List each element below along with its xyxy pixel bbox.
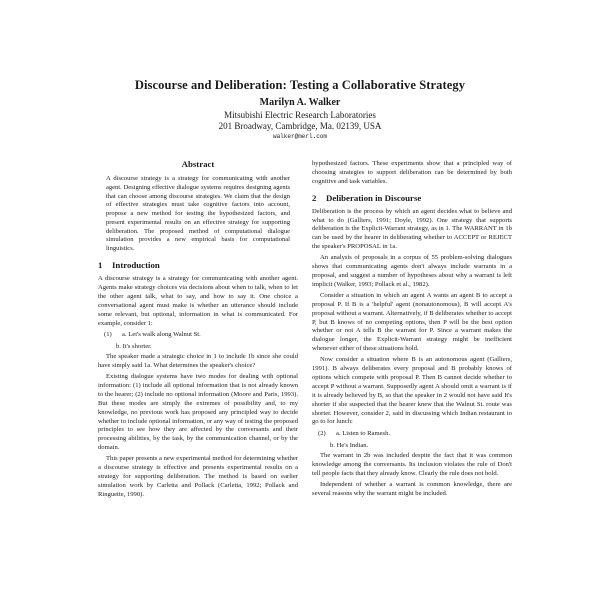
section-number: 1 bbox=[98, 260, 103, 271]
example-2b bbox=[330, 442, 512, 451]
abstract-heading: Abstract bbox=[181, 159, 215, 169]
example-item-label: a. bbox=[336, 430, 341, 438]
paragraph: Now consider a situation where B is an autonomous agent (Galliers, 1991). B always deliberates every proposal and B probably knows of options which compete with proposal P. Then B cannot decide whether to accept P without a warrant. Supposedly agent A should omit a warrant is if it is already believed by B, so that the speaker in 2 would not have said It's shorter if she suspected that the hearer knew that the Walnut St. route was shorter. However, consider 2, said in discussing which Indian restaurant to go to for lunch: bbox=[312, 356, 512, 426]
section-heading-deliberation bbox=[312, 194, 512, 203]
section-title: Deliberation in Discourse bbox=[326, 192, 422, 203]
paragraph: Existing dialogue systems have two modes for dealing with optional information: (1) include all optional information that is not already known to the hearer; (2) include no optional information (Moore and Paris, 1993). But these modes are simply the extremes of possibility and, to my knowledge, no previous work has proposed any principled way to decide whether to include optional information, or any way of testing the proposed principles to see how they are affected by the conversants and their processing abilities, by the task, by the communication channel, or by the domain. bbox=[98, 373, 298, 452]
paragraph: hypothesized factors. These experiments show that a principled way of choosing strategies to support deliberation can be determined by both cognitive and task variables. bbox=[312, 160, 512, 185]
section-title: Introduction bbox=[112, 260, 160, 271]
example-text: Listen to Ramesh. bbox=[342, 430, 391, 438]
example-item-label: a. bbox=[122, 331, 127, 339]
paragraph: Consider a situation in which an agent A wants an agent B to accept a proposal P. If B is a 'helpful' agent (nonautonomous), B will accept A's proposal without a warrant. Alternatively, if B deliberates whether to accept P, but B knows of no competing options, then P will be the best option whether or not A tells B the warrant for P. Since a warrant makes the dialogue longer, the Explicit-Warrant strategy might be inefficient whenever either of these situations hold. bbox=[312, 291, 512, 353]
section-number: 2 bbox=[312, 192, 317, 203]
abstract bbox=[98, 175, 298, 254]
affiliation-line-2: 201 Broadway, Cambridge, Ma. 02139, USA bbox=[218, 121, 382, 131]
paragraph: The speaker made a strategic choice in 1 to include 1b since she could have simply said 1a. What determines the speaker's choice? bbox=[98, 353, 298, 370]
example-1b bbox=[116, 343, 298, 352]
example-item-label: b. bbox=[116, 343, 121, 351]
example-text: He's Indian. bbox=[336, 442, 369, 450]
paragraph: This paper presents a new experimental method for determining whether a discourse strategy is effective and presents experimental results on a strategy for supporting deliberation. The method is based on earlier simulation work by Carletta and Pollack (Carletta, 1992; Pollack and Ringuette, 1990). bbox=[98, 455, 298, 498]
author-email: walker@merl.com bbox=[272, 133, 327, 140]
example-text: It's shorter. bbox=[122, 343, 152, 351]
paper-title: Discourse and Deliberation: Testing a Collaborative Strategy bbox=[134, 78, 466, 92]
author-name: Marilyn A. Walker bbox=[259, 97, 341, 108]
example-text: Let's walk along Walnut St. bbox=[128, 331, 201, 339]
example-2a bbox=[318, 430, 512, 439]
section-heading-introduction bbox=[98, 261, 298, 270]
abstract-text: A discourse strategy is a strategy for communicating with another agent. Designing effective dialogue systems requires designing agents that can choose among discourse strategies. We claim that the design of effective strategies must take cognitive factors into account, propose a new method for testing the hypothesized factors, and present experimental results on an effective strategy for supporting deliberation. The proposed method of computational dialogue simulation provides a new empirical basis for computational linguistics. bbox=[106, 174, 290, 253]
paragraph: A discourse strategy is a strategy for communicating with another agent. Agents make strategy choices via decisions about when to talk, when to let the other agent talk, what to say, and how to say it. One choice a conversational agent must make is whether an utterance should include some relevant, but optional, information in what is communicated. For example, consider 1: bbox=[98, 274, 298, 327]
example-1a bbox=[104, 331, 298, 340]
example-item-label: b. bbox=[330, 442, 335, 450]
paragraph: Independent of whether a warrant is common knowledge, there are several reasons why the warrant might be included. bbox=[312, 480, 512, 497]
right-column bbox=[312, 160, 512, 501]
paragraph: The warrant in 2b was included despite the fact that it was common knowledge among the conversants. Its inclusion violates the rule of Don't tell people facts that they already know. Clearly the rule does not hold. bbox=[312, 452, 512, 477]
left-column bbox=[98, 160, 298, 502]
paragraph: An analysis of proposals in a corpus of 55 problem-solving dialogues shows that communicating agents don't always include warrants in a proposal, and suggest a number of hypotheses about why a warrant is left implicit (Walker, 1993; Pollack et al., 1982). bbox=[312, 254, 512, 288]
paragraph: Deliberation is the process by which an agent decides what to believe and what to do (Galliers, 1991; Doyle, 1992). One strategy that supports deliberation is the Explicit-Warrant strategy, as in 1. The WARRANT in 1b can be used by the hearer in deliberating whether to ACCEPT or REJECT the speaker's PROPOSAL in 1a. bbox=[312, 207, 512, 251]
affiliation-line-1: Mitsubishi Electric Research Laboratories bbox=[224, 110, 376, 120]
example-number: (2) bbox=[318, 430, 326, 438]
example-number: (1) bbox=[104, 331, 112, 339]
